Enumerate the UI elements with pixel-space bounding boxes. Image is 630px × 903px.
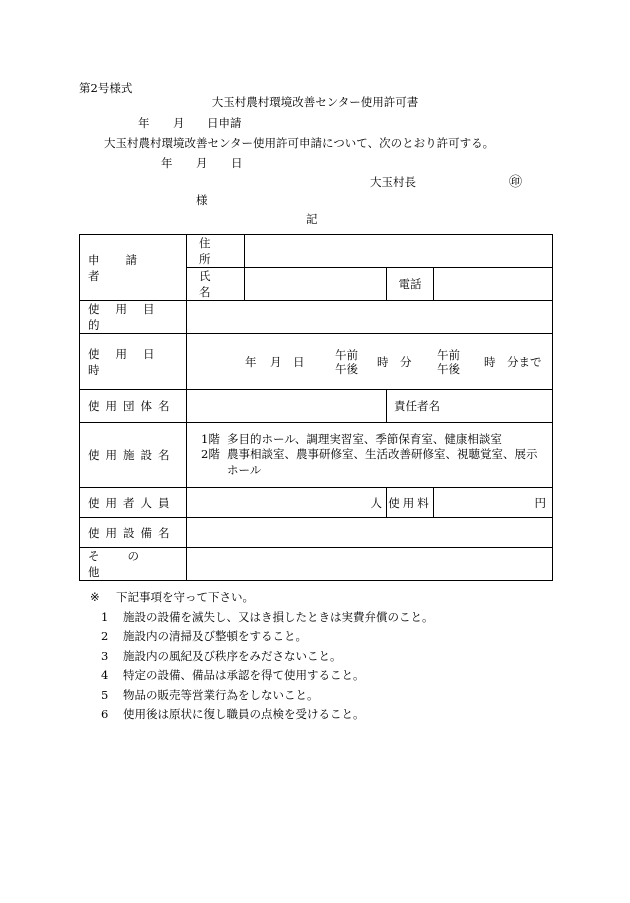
start-minute: 分: [400, 354, 412, 369]
people-unit: 人: [370, 495, 382, 510]
facility-value[interactable]: [187, 423, 553, 488]
responsible-label: 責任者名: [394, 399, 440, 413]
note-item: 5 物品の販売等営業行為をしないこと。: [101, 687, 319, 702]
datetime-month: 月: [270, 354, 282, 369]
end-minute: 分まで: [507, 354, 542, 369]
facility-label: 使用施設名: [88, 448, 176, 462]
datetime-value[interactable]: [187, 334, 553, 390]
phone-value[interactable]: [434, 268, 553, 301]
notes-intro-text: 下記事項を守って下さい。: [116, 590, 254, 604]
other-value[interactable]: [187, 548, 553, 581]
note-item: 6 使用後は原状に復し職員の点検を受けること。: [101, 707, 365, 721]
floor2-rooms: 農事相談室、農事研修室、生活改善研修室、視聴覚室、展示ホール: [227, 447, 538, 477]
permission-statement: 大玉村農村環境改善センター使用許可申請について、次のとおり許可する。: [104, 136, 495, 150]
equipment-label-cell: [80, 518, 187, 548]
other-label: その他: [88, 549, 167, 579]
issue-month-label: 月: [196, 156, 208, 170]
start-hour: 時: [377, 354, 389, 369]
users-value[interactable]: [187, 488, 387, 518]
other-label-cell: [80, 548, 187, 581]
recipient-suffix: 様: [196, 193, 208, 207]
seal-mark: ㊞: [509, 175, 523, 190]
name-value[interactable]: [245, 268, 387, 301]
form-number: 第2号様式: [79, 81, 133, 95]
address-label-cell: [187, 235, 245, 268]
applicant-label-cell: [80, 235, 187, 301]
end-am: 午前: [437, 347, 460, 362]
document-title: 大玉村農村環境改善センター使用許可書: [211, 95, 419, 109]
notes-mark: ※: [90, 590, 100, 604]
note-item: 1 施設の設備を滅失し、又はき損したときは実費弁償のこと。: [101, 609, 434, 624]
equipment-value[interactable]: [187, 518, 553, 548]
applicant-label: 申請者: [88, 252, 163, 283]
datetime-label: 使用日時: [88, 346, 171, 377]
request-year-label: 年: [138, 116, 150, 130]
floor2-label: 2階: [201, 447, 220, 462]
phone-label-cell: [387, 268, 434, 301]
facility-label-cell: [80, 423, 187, 488]
users-label: 使用者人員: [88, 495, 176, 510]
purpose-label-cell: [80, 301, 187, 334]
purpose-value[interactable]: [187, 301, 553, 334]
request-month-label: 月: [173, 116, 185, 130]
note-item: 4 特定の設備、備品は承認を得て使用すること。: [101, 668, 365, 682]
fee-value[interactable]: [434, 488, 553, 518]
responsible-cell[interactable]: [387, 390, 553, 423]
equipment-label: 使用設備名: [88, 525, 176, 540]
datetime-label-cell: [80, 334, 187, 390]
facility-floor1: [201, 432, 546, 448]
floor1-rooms: 多目的ホール、調理実習室、季節保育室、健康相談室: [227, 431, 502, 446]
floor1-label: 1階: [201, 431, 220, 446]
issue-year-label: 年: [161, 156, 173, 170]
name-label-cell: [187, 268, 245, 301]
datetime-day: 日: [293, 354, 305, 369]
group-value[interactable]: [187, 390, 387, 423]
note-item: 2 施設内の清掃及び整頓をすること。: [101, 629, 307, 643]
yen-unit: 円: [534, 495, 547, 510]
datetime-year: 年: [245, 354, 257, 369]
users-label-cell: [80, 488, 187, 518]
purpose-label: 使用目的: [88, 302, 171, 332]
permit-table: [79, 234, 553, 581]
end-hour: 時: [484, 354, 496, 369]
note-item: 3 施設内の風紀及び秩序をみださないこと。: [101, 648, 342, 663]
address-label: 住所: [199, 236, 223, 266]
issuer-name: 大玉村長: [370, 175, 416, 189]
group-label: 使用団体名: [88, 399, 176, 413]
start-am: 午前: [335, 347, 358, 362]
notes-section: [90, 588, 434, 725]
start-pm: 午後: [335, 361, 358, 376]
ki-heading: 記: [306, 212, 318, 226]
request-day-label: 日申請: [207, 116, 242, 130]
facility-floor2: [201, 447, 546, 478]
notes-intro: [90, 588, 434, 608]
fee-label: 使用料: [388, 495, 432, 510]
name-label: 氏名: [199, 269, 223, 299]
issue-day-label: 日: [231, 156, 243, 170]
phone-label: 電話: [398, 277, 422, 291]
end-pm: 午後: [437, 361, 460, 376]
fee-label-cell: [387, 488, 434, 518]
group-label-cell: [80, 390, 187, 423]
address-value[interactable]: [245, 235, 553, 268]
